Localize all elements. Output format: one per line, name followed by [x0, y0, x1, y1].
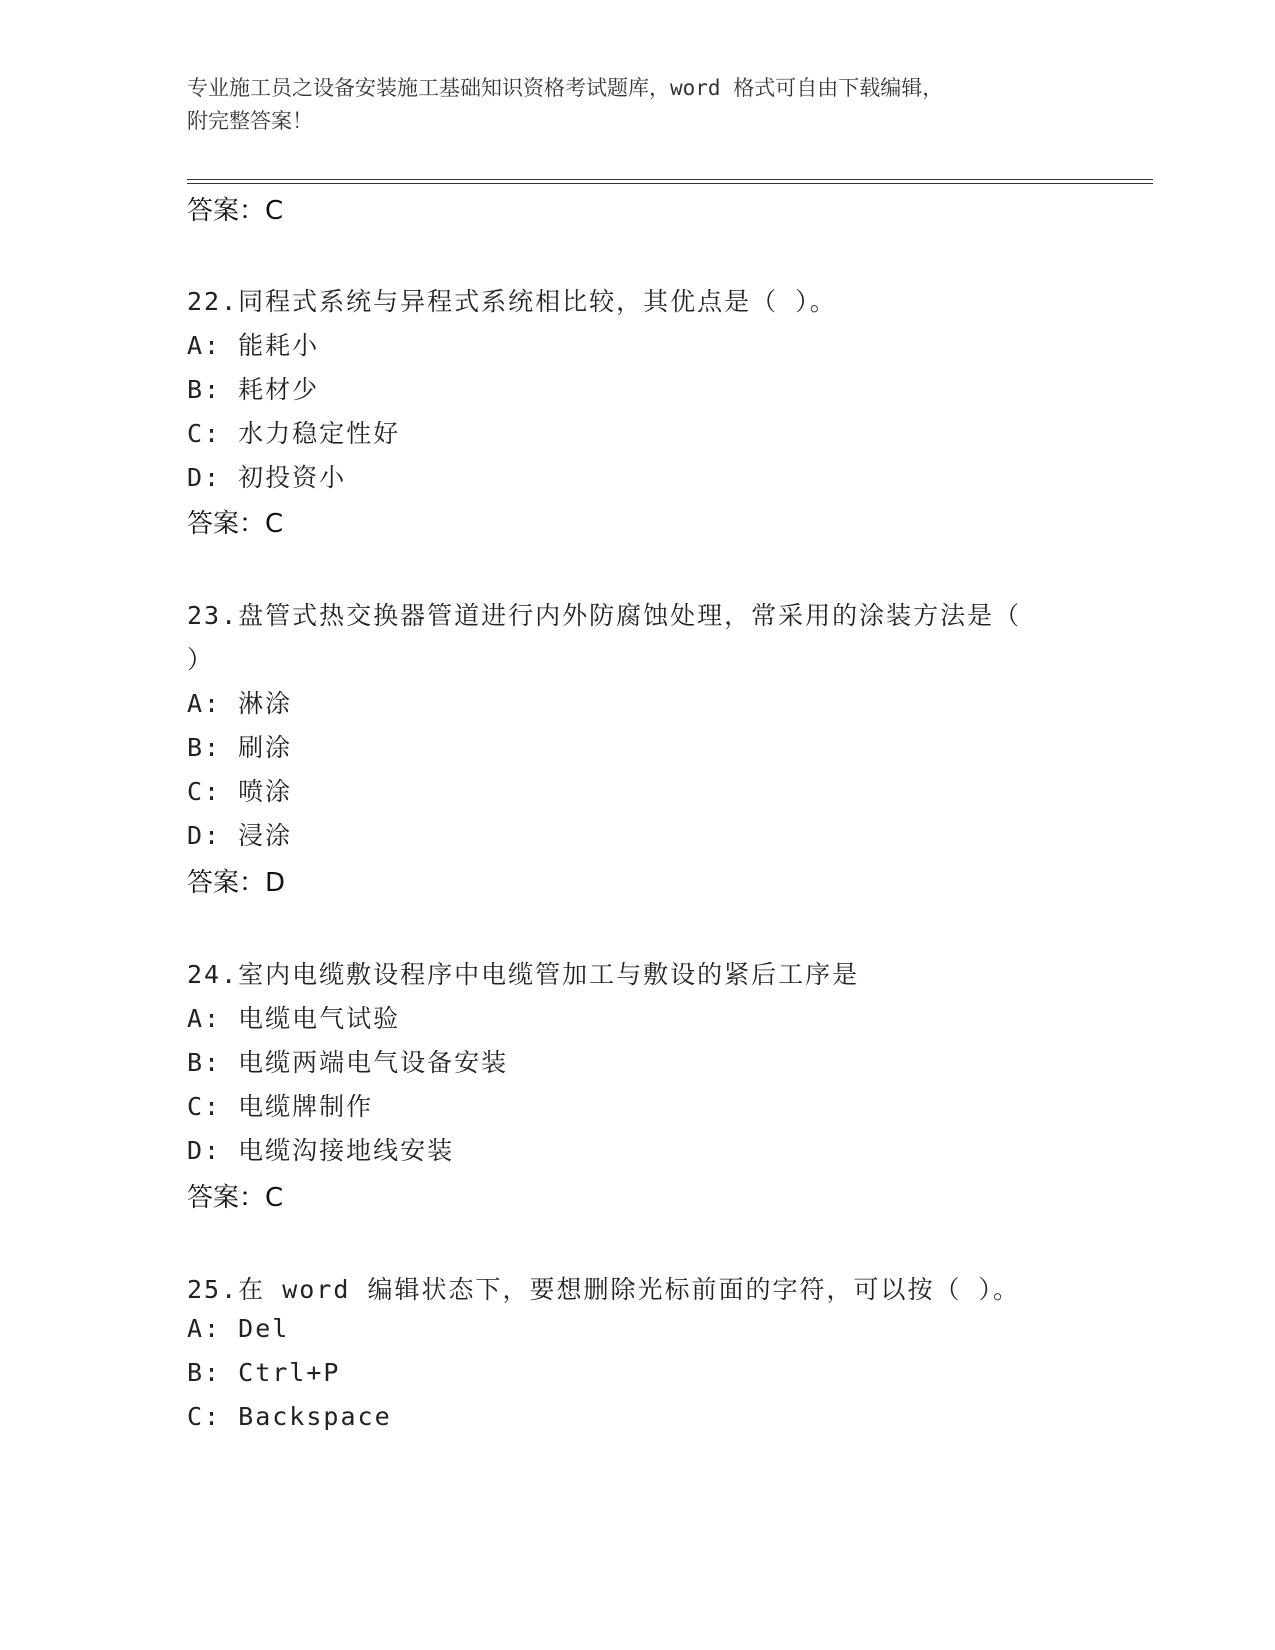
question-25-option-c: C: Backspace	[187, 1402, 392, 1431]
answer-q21: 答案：C	[187, 196, 284, 226]
question-23-option-c: C: 喷涂	[187, 777, 293, 806]
question-25-option-a: A: Del	[187, 1314, 290, 1343]
question-23-option-b: B: 刷涂	[187, 733, 293, 762]
document-header	[187, 72, 1087, 138]
question-24-option-d: D: 电缆沟接地线安装	[187, 1136, 455, 1165]
answer-q23: 答案：D	[187, 868, 286, 898]
question-23-option-a: A: 淋涂	[187, 689, 293, 718]
question-22-option-c: C: 水力稳定性好	[187, 419, 401, 448]
header-divider-top	[187, 179, 1153, 180]
header-line-2: 附完整答案！	[187, 109, 313, 133]
question-22-option-b: B: 耗材少	[187, 375, 320, 404]
question-22-option-d: D: 初投资小	[187, 463, 347, 492]
question-25-stem: 25.在 word 编辑状态下，要想删除光标前面的字符，可以按（ ）。	[187, 1275, 1021, 1304]
question-24-option-c: C: 电缆牌制作	[187, 1092, 374, 1121]
question-23-stem-cont: ）	[187, 645, 215, 674]
question-23-option-d: D: 浸涂	[187, 821, 293, 850]
answer-q22: 答案：C	[187, 509, 284, 539]
header-line-1: 专业施工员之设备安装施工基础知识资格考试题库，word 格式可自由下载编辑，	[187, 76, 944, 100]
question-24-stem: 24.室内电缆敷设程序中电缆管加工与敷设的紧后工序是	[187, 960, 860, 989]
answer-q24: 答案：C	[187, 1183, 284, 1213]
question-24-option-a: A: 电缆电气试验	[187, 1004, 401, 1033]
question-23-stem: 23.盘管式热交换器管道进行内外防腐蚀处理，常采用的涂装方法是（	[187, 601, 1022, 630]
question-25-option-b: B: Ctrl+P	[187, 1358, 341, 1387]
question-22-option-a: A: 能耗小	[187, 331, 320, 360]
header-divider-bottom	[187, 183, 1153, 184]
question-24-option-b: B: 电缆两端电气设备安装	[187, 1048, 509, 1077]
question-22-stem: 22.同程式系统与异程式系统相比较，其优点是（ ）。	[187, 287, 837, 316]
